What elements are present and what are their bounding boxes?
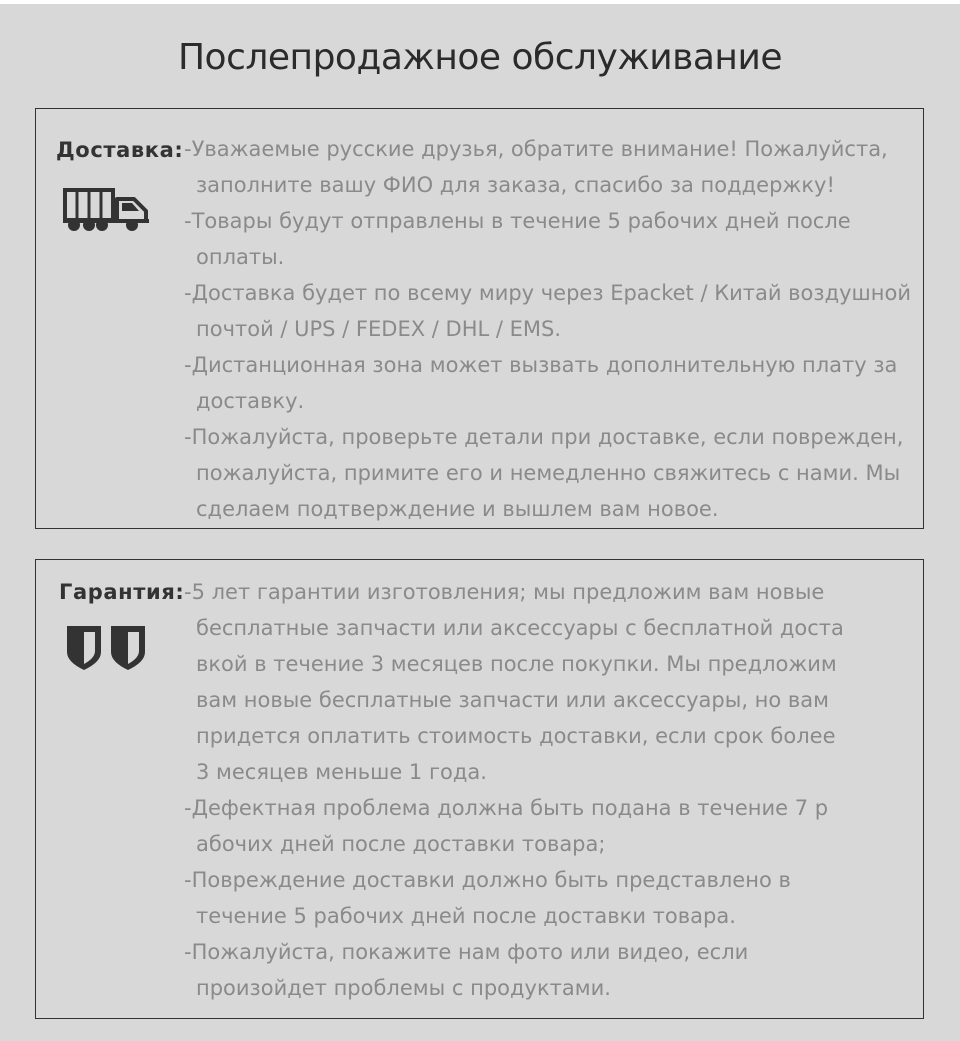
truck-icon [62,187,152,237]
warranty-item-line: течение 5 рабочих дней после доставки товара. [196,904,736,928]
warranty-item-line: -Пожалуйста, покажите нам фото или видео, если [184,940,749,964]
shipping-panel [35,108,924,529]
shipping-item-line: почтой / UPS / FEDEX / DHL / EMS. [196,317,562,341]
shipping-label: Доставка: [56,138,184,162]
warranty-item-line: бесплатные запчасти или аксессуары с бесплатной доста [196,616,844,640]
shipping-item [184,347,935,419]
warranty-item-line: вкой в течение 3 месяцев после покупки. Мы предложим [196,652,837,676]
shipping-item-line: сделаем подтверждение и вышлем вам новое. [196,497,719,521]
shipping-item-line: -Доставка будет по всему миру через Epacket / Китай воздушной [184,281,911,305]
warranty-item-line: придется оплатить стоимость доставки, если срок более [196,724,836,748]
warranty-item-line: -5 лет гарантии изготовления; мы предложим вам новые [184,580,825,604]
warranty-item-line: произойдет проблемы с продуктами. [196,976,611,1000]
warranty-item [184,574,935,790]
warranty-text [184,574,935,1006]
warranty-item [184,790,935,862]
page-title: Послепродажное обслуживание [177,37,783,78]
shipping-item-line: -Товары будут отправлены в течение 5 рабочих дней после [184,209,851,233]
warranty-item [184,934,935,1006]
warranty-item-line: вам новые бесплатные запчасти или аксессуары, но вам [196,688,830,712]
warranty-item-line: абочих дней после доставки товара; [196,832,606,856]
shipping-item [184,131,935,203]
shipping-item-line: -Дистанционная зона может вызвать дополнительную плату за [184,353,898,377]
shipping-item [184,419,935,527]
warranty-item [184,862,935,934]
warranty-item-line: 3 месяцев меньше 1 года. [196,760,487,784]
shipping-item-line: пожалуйста, примите его и немедленно свяжитесь с нами. Мы [196,461,901,485]
warranty-item-line: -Повреждение доставки должно быть представлено в [184,868,791,892]
shipping-item-line: доставку. [196,389,305,413]
shipping-text [184,131,935,527]
shipping-item [184,275,935,347]
warranty-panel [35,559,924,1019]
shipping-item-line: заполните вашу ФИО для заказа, спасибо за поддержку! [196,173,835,197]
shipping-item-line: -Уважаемые русские друзья, обратите внимание! Пожалуйста, [184,137,888,161]
shield-icon [65,624,149,676]
shipping-item-line: -Пожалуйста, проверьте детали при доставке, если поврежден, [184,425,904,449]
shipping-item-line: оплаты. [196,245,285,269]
warranty-item-line: -Дефектная проблема должна быть подана в течение 7 р [184,796,829,820]
warranty-label: Гарантия: [59,580,185,604]
shipping-item [184,203,935,275]
